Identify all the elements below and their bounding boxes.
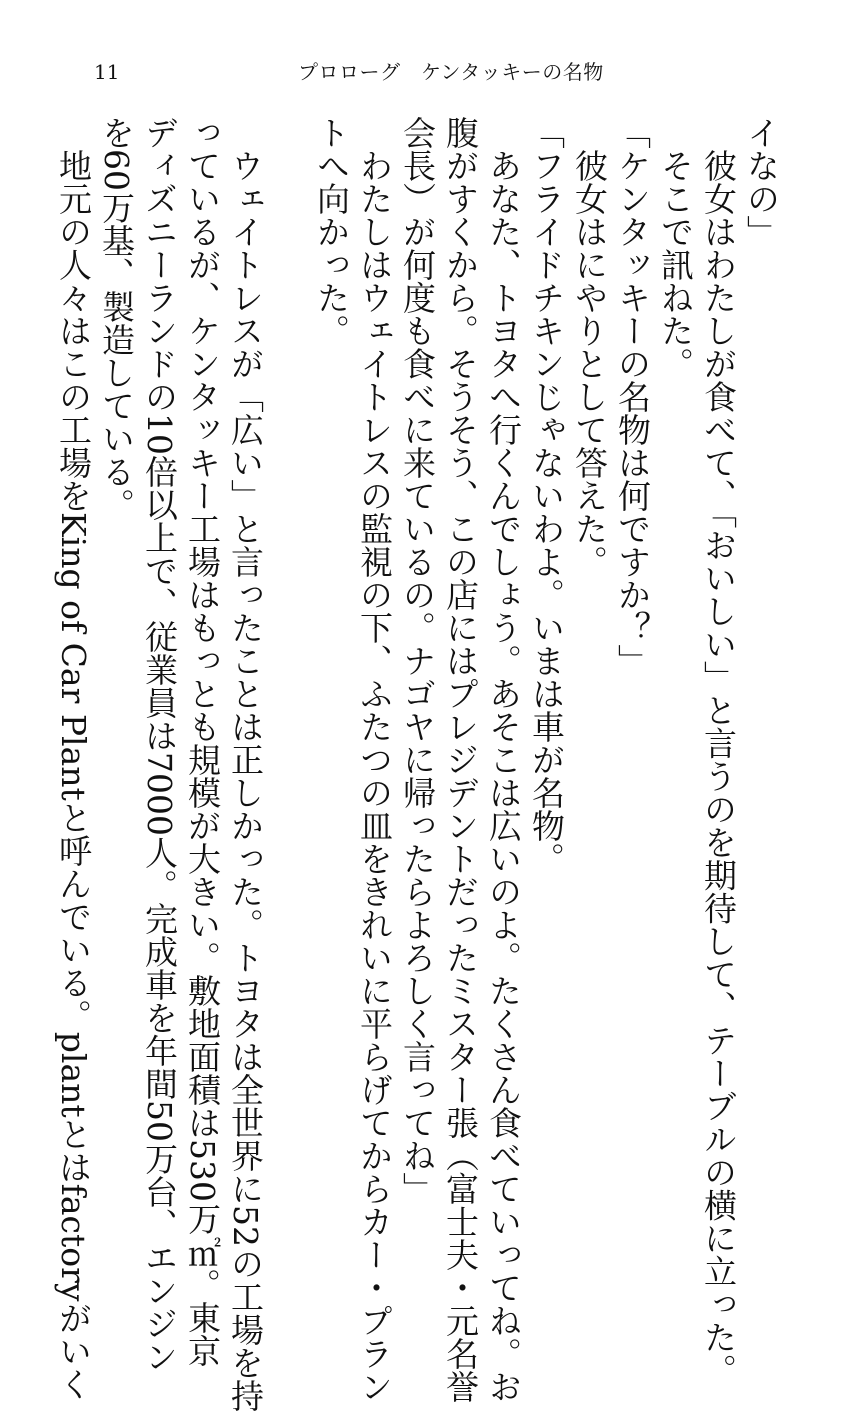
text-line: イなの」: [742, 116, 781, 248]
text-line: 会長）が何度も食べに来ているの。ナゴヤに帰ったらよろしく言ってね」: [398, 116, 437, 1205]
body-text: [52, 116, 783, 1412]
text-line: を60万基、製造している。: [97, 116, 136, 521]
text-line: 「ケンタッキーの名物は何ですか？」: [613, 116, 652, 677]
text-line: っているが、ケンタッキー工場はもっとも規模が大きい。敷地面積は530万㎡。東京: [183, 116, 222, 1367]
text-line: 腹がすくから。そうそう、この店にはプレジデントだったミスター張（富士夫・元名誉: [441, 116, 480, 1403]
text-line: わたしはウェイトレスの監視の下、ふたつの皿をきれいに平らげてからカー・プラン: [355, 116, 394, 1403]
text-line: トへ向かった。: [312, 116, 351, 347]
page-number: 11: [94, 60, 120, 84]
text-line: ウェイトレスが「広い」と言ったことは正しかった。トヨタは全世界に52の工場を持: [226, 116, 265, 1412]
text-line: 「フライドチキンじゃないわよ。いまは車が名物。: [527, 116, 566, 875]
running-head: プロローグ ケンタッキーの名物: [298, 60, 604, 84]
paragraph-break: [267, 116, 310, 1116]
text-line: 彼女はわたしが食べて、「おいしい」と言うのを期待して、テーブルの横に立った。: [699, 116, 738, 1387]
text-line: 彼女はにやりとして答えた。: [570, 116, 609, 578]
text-line: そこで訊ねた。: [656, 116, 695, 380]
text-line: あなた、トヨタへ行くんでしょう。あそこは広いのよ。たくさん食べていってね。お: [484, 116, 523, 1403]
text-line: ディズニーランドの10倍以上で、従業員は7000人。完成車を年間50万台、エンジン: [140, 116, 179, 1373]
text-line: 地元の人々はこの工場をKing of Car Plantと呼んでいる。plantとはfactoryがいく: [54, 116, 93, 1401]
